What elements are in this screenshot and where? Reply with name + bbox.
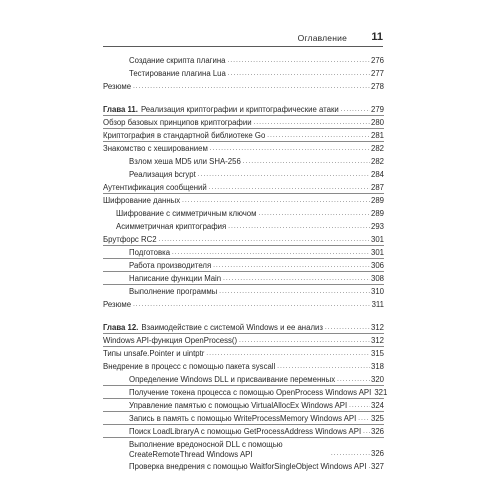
toc-entry-page: 327 (370, 462, 384, 471)
toc-entry-page: 318 (370, 362, 384, 371)
dot-leader (206, 350, 370, 359)
toc-entry[interactable] (103, 131, 384, 141)
toc-entry-page: 320 (370, 375, 384, 384)
toc-entry-page: 277 (370, 69, 384, 78)
toc-entry-page: 280 (370, 118, 384, 127)
dot-leader (182, 197, 370, 206)
dot-leader (259, 210, 370, 219)
toc-entry[interactable] (103, 209, 384, 219)
toc-entry-page: 312 (370, 336, 384, 345)
toc-entry[interactable] (103, 362, 384, 372)
toc-entry[interactable] (103, 56, 384, 66)
toc-chapter-number: Глава 11. (103, 105, 138, 114)
dot-leader (228, 223, 370, 232)
dot-leader (239, 337, 370, 346)
toc-entry-title: Резюме (103, 82, 132, 91)
toc-entry-title: Асимметричная криптография (116, 222, 227, 231)
toc-entry-page: 281 (370, 131, 384, 140)
dot-leader (358, 415, 370, 424)
running-header (103, 30, 383, 50)
toc-entry-page: 301 (370, 235, 384, 244)
toc-entry-title: Типы unsafe.Pointer и uintptr (103, 349, 205, 358)
toc-entry-page: 324 (370, 401, 384, 410)
dot-leader (228, 70, 370, 79)
toc-entry[interactable] (103, 183, 384, 193)
toc-entry-page: 326 (370, 449, 384, 458)
toc-entry-title: Windows API-функция OpenProcess() (103, 336, 238, 345)
toc-entry-page: 289 (370, 209, 384, 218)
toc-entry[interactable] (103, 462, 384, 472)
toc-entry[interactable] (103, 261, 384, 271)
dot-leader (363, 428, 370, 437)
dot-leader (223, 275, 370, 284)
dot-leader (228, 57, 370, 66)
toc-entry-title: Создание скрипта плагина (129, 56, 226, 65)
dot-leader (331, 450, 370, 459)
toc-entry[interactable] (103, 144, 384, 154)
toc-entry-title: Проверка внедрения с помощью WaitforSingleObject Windows API (129, 462, 367, 471)
toc-entry-page: 278 (370, 82, 384, 91)
toc-entry[interactable] (103, 401, 384, 411)
toc-entry[interactable] (103, 235, 384, 245)
dot-leader (341, 106, 370, 115)
toc-entry-page: 293 (370, 222, 384, 231)
toc-entry-page: 284 (370, 170, 384, 179)
toc-entry-title: Внедрение в процесс с помощью пакета syscall (103, 362, 276, 371)
toc-entry-title: Тестирование плагина Lua (129, 69, 226, 78)
toc-entry-page: 306 (370, 261, 384, 270)
toc-entry[interactable] (103, 222, 384, 232)
toc-entry-page: 301 (370, 248, 384, 257)
toc-entry[interactable] (103, 248, 384, 258)
toc-entry-title: Резюме (103, 300, 132, 309)
toc-entry[interactable] (103, 300, 384, 310)
toc-entry-title: Запись в память с помощью WriteProcessMemory Windows API (129, 414, 357, 423)
toc-entry[interactable] (103, 287, 384, 297)
toc-entry-title: Брутфорс RC2 (103, 235, 157, 244)
toc-entry-title: Подготовка (129, 248, 171, 257)
toc-entry-title: Выполнение программы (129, 287, 218, 296)
dot-leader (172, 249, 370, 258)
dot-leader (159, 236, 370, 245)
toc-entry-page: 311 (371, 300, 384, 309)
toc-entry-title: Реализация криптографии и криптографические атаки (140, 105, 339, 114)
toc-entry[interactable] (103, 157, 384, 167)
toc-entry-title: Определение Windows DLL и присваивание переменных (129, 375, 336, 384)
toc-entry[interactable] (103, 414, 384, 424)
dot-leader (219, 288, 370, 297)
toc-entry[interactable] (103, 427, 384, 437)
table-of-contents (103, 56, 388, 472)
toc-entry-title: Взлом хеша MD5 или SHA-256 (129, 157, 241, 166)
dot-leader (254, 119, 370, 128)
dot-leader (369, 463, 370, 472)
dot-leader (210, 145, 370, 154)
toc-entry-title: Написание функции Main (129, 274, 222, 283)
toc-entry-page: 289 (370, 196, 384, 205)
toc-entry-page: 312 (370, 323, 384, 332)
toc-entry[interactable] (103, 82, 384, 92)
toc-entry-title: Выполнение вредоносной DLL с помощью CreateRemoteThread Windows API (129, 440, 283, 459)
toc-entry-page: 321 (374, 388, 388, 397)
dot-leader (198, 171, 370, 180)
toc-entry-title: Обзор базовых принципов криптографии (103, 118, 252, 127)
dot-leader (133, 301, 371, 310)
toc-entry-title: Шифрование данных (103, 196, 181, 205)
toc-entry[interactable] (103, 69, 384, 79)
toc-entry-title: Работа производителя (129, 261, 212, 270)
toc-entry-title: Поиск LoadLibraryA с помощью GetProcessAddress Windows API (129, 427, 362, 436)
toc-entry-title: Криптография в стандартной библиотеке Go (103, 131, 266, 140)
toc-entry[interactable] (103, 375, 384, 385)
toc-entry-page: 326 (370, 427, 384, 436)
toc-entry-page: 315 (370, 349, 384, 358)
toc-entry-page: 282 (370, 157, 384, 166)
dot-leader (213, 262, 370, 271)
header-chapter-title: Оглавление (297, 33, 347, 43)
toc-entry[interactable] (103, 349, 384, 359)
toc-entry[interactable] (103, 196, 384, 206)
toc-chapter-entry[interactable] (103, 105, 384, 115)
toc-entry-title: Взаимодействие с системой Windows и ее анализ (141, 323, 323, 332)
dot-leader (209, 184, 370, 193)
toc-entry-title: Знакомство с хешированием (103, 144, 208, 153)
header-page-number: 11 (371, 31, 383, 43)
dot-leader (243, 158, 370, 167)
toc-entry-page: 279 (370, 105, 384, 114)
toc-entry[interactable] (103, 170, 384, 180)
dot-leader (277, 363, 370, 372)
toc-entry-title: Шифрование с симметричным ключом (116, 209, 257, 218)
dot-leader (337, 376, 370, 385)
toc-entry-page: 310 (370, 287, 384, 296)
toc-entry-title: Управление памятью с помощью VirtualAllocEx Windows API (129, 401, 348, 410)
toc-entry-page: 287 (370, 183, 384, 192)
toc-entry[interactable] (103, 388, 388, 398)
toc-entry[interactable] (103, 440, 384, 459)
toc-entry-title: Реализация bcrypt (129, 170, 196, 179)
toc-entry[interactable] (103, 336, 384, 346)
dot-leader (325, 324, 370, 333)
toc-entry[interactable] (103, 118, 384, 128)
toc-entry-title: Получение токена процесса с помощью OpenProcess Windows API (129, 388, 372, 397)
toc-entry-page: 308 (370, 274, 384, 283)
header-rule (103, 46, 383, 47)
toc-entry-title: Аутентификация сообщений (103, 183, 207, 192)
dot-leader (349, 402, 370, 411)
dot-leader (133, 83, 370, 92)
toc-entry-page: 276 (370, 56, 384, 65)
dot-leader (267, 132, 370, 141)
toc-entry[interactable] (103, 274, 384, 284)
toc-chapter-entry[interactable] (103, 323, 384, 333)
toc-entry-page: 325 (370, 414, 384, 423)
toc-entry-page: 282 (370, 144, 384, 153)
toc-chapter-number: Глава 12. (103, 323, 139, 332)
